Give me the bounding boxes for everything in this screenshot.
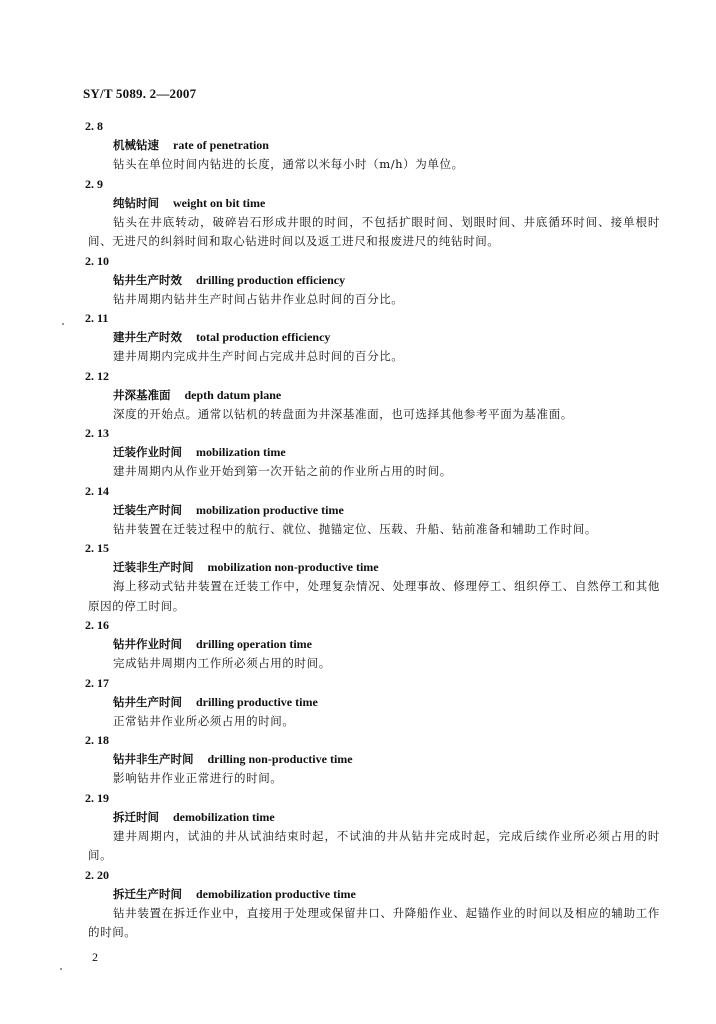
term-definition: 建井周期内完成井生产时间占完成井总时间的百分比。 (113, 349, 404, 363)
scan-speck (60, 968, 62, 970)
term-heading (88, 443, 660, 462)
term-chinese: 钻井作业时间 (113, 637, 182, 651)
term-english: depth datum plane (184, 387, 282, 402)
term-heading (88, 194, 660, 213)
term-english: drilling non-productive time (207, 752, 353, 766)
clause-number: 2. 14 (85, 483, 109, 498)
term-english: weight on bit time (173, 195, 266, 210)
term-entry (85, 117, 660, 175)
term-chinese: 迁装作业时间 (113, 445, 182, 459)
term-entry (85, 731, 660, 789)
term-chinese: 迁装生产时间 (113, 502, 182, 517)
term-english: mobilization productive time (196, 502, 344, 517)
terms-list (85, 117, 660, 943)
standard-code-header: SY/T 5089. 2—2007 (83, 86, 197, 101)
clause-number: 2. 8 (85, 119, 103, 133)
term-heading (88, 750, 660, 769)
clause-number: 2. 9 (85, 176, 103, 191)
term-entry (85, 367, 660, 425)
term-english: mobilization non-productive time (207, 560, 379, 574)
term-definition: 影响钻井作业正常进行的时间。 (113, 771, 283, 785)
term-heading (88, 501, 660, 520)
clause-number: 2. 17 (85, 675, 109, 690)
term-heading (88, 271, 660, 290)
term-chinese: 机械钻速 (113, 138, 159, 152)
term-chinese: 拆迁生产时间 (113, 886, 182, 901)
clause-number: 2. 16 (85, 618, 109, 632)
term-heading (88, 693, 660, 712)
term-definition: 完成钻井周期内工作所必须占用的时间。 (113, 656, 331, 670)
clause-number: 2. 13 (85, 426, 109, 440)
clause-number: 2. 12 (85, 368, 109, 383)
term-definition: 钻头在单位时间内钻进的长度，通常以米每小时（m/h）为单位。 (113, 157, 464, 171)
term-definition: 钻井周期内钻井生产时间占钻井作业总时间的百分比。 (113, 291, 404, 306)
term-entry (85, 175, 660, 252)
term-entry (85, 252, 660, 310)
term-chinese: 井深基准面 (113, 387, 171, 402)
term-entry (85, 616, 660, 674)
term-chinese: 钻井生产时间 (113, 694, 182, 709)
term-entry (85, 482, 660, 540)
term-heading (88, 136, 660, 155)
term-chinese: 迁装非生产时间 (113, 560, 194, 574)
term-entry (85, 789, 660, 866)
term-heading (88, 328, 660, 347)
term-chinese: 钻井非生产时间 (113, 752, 194, 766)
term-english: total production efficiency (196, 330, 331, 344)
term-heading (88, 635, 660, 654)
clause-number: 2. 15 (85, 541, 109, 555)
clause-number: 2. 11 (85, 311, 109, 325)
clause-number: 2. 19 (85, 790, 109, 805)
term-definition: 建井周期内，试油的井从试油结束时起，不试油的井从钻井完成时起，完成后续作业所必须占用的时间。 (88, 828, 660, 862)
term-heading (88, 885, 660, 904)
term-entry (85, 866, 660, 943)
term-heading (88, 558, 660, 577)
term-chinese: 拆迁时间 (113, 809, 159, 824)
term-entry (85, 674, 660, 732)
term-definition: 深度的开始点。通常以钻机的转盘面为井深基准面，也可选择其他参考平面为基准面。 (113, 406, 573, 421)
term-definition: 建井周期内从作业开始到第一次开钻之前的作业所占用的时间。 (113, 464, 452, 478)
term-definition: 海上移动式钻井装置在迁装工作中，处理复杂情况、处理事故、修理停工、组织停工、自然停工和其他原因的停工时间。 (88, 579, 660, 613)
clause-number: 2. 20 (85, 867, 109, 882)
term-definition: 钻井装置在迁装过程中的航行、就位、抛锚定位、压载、升船、钻前准备和辅助工作时间。 (113, 521, 597, 536)
term-heading (88, 386, 660, 405)
term-english: drilling productive time (196, 694, 318, 709)
term-english: demobilization time (173, 809, 275, 824)
term-english: drilling operation time (196, 637, 312, 651)
term-chinese: 建井生产时效 (113, 330, 182, 344)
term-english: drilling production efficiency (196, 272, 346, 287)
page-number: 2 (92, 950, 98, 964)
term-english: mobilization time (196, 445, 286, 459)
term-entry (85, 424, 660, 482)
term-english: rate of penetration (173, 138, 269, 152)
term-definition: 钻头在井底转动，破碎岩石形成井眼的时间，不包括扩眼时间、划眼时间、井底循环时间、接单根时间、无进尺的纠斜时间和取心钻进时间以及返工进尺和报废进尺的纯钻时间。 (88, 214, 660, 248)
term-definition: 正常钻井作业所必须占用的时间。 (113, 713, 295, 728)
term-english: demobilization productive time (196, 886, 356, 901)
scan-speck (62, 323, 64, 325)
term-chinese: 纯钻时间 (113, 195, 159, 210)
term-entry (85, 309, 660, 367)
clause-number: 2. 18 (85, 733, 109, 747)
term-chinese: 钻井生产时效 (113, 272, 182, 287)
term-entry (85, 539, 660, 616)
term-heading (88, 808, 660, 827)
clause-number: 2. 10 (85, 253, 109, 268)
term-definition: 钻井装置在拆迁作业中，直接用于处理或保留井口、升降船作业、起锚作业的时间以及相应的辅助工作的时间。 (88, 905, 660, 939)
